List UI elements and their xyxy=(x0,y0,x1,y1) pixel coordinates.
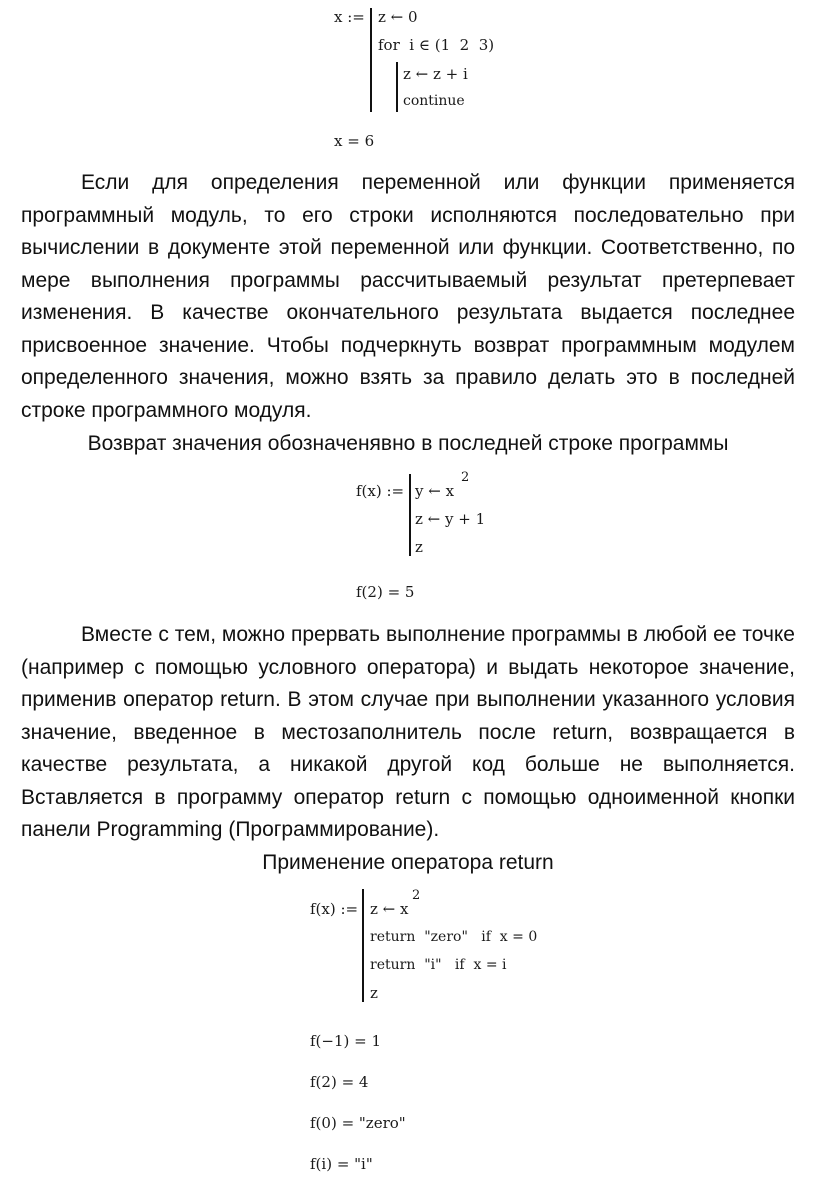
program-1-result: x = 6 xyxy=(334,132,375,150)
program-3-line-3: return "i" if x = i xyxy=(370,957,507,973)
program-3-label: f(x) := xyxy=(310,900,359,918)
program-1-label: x := xyxy=(334,8,365,26)
program-3-line-1: z ← x xyxy=(370,900,409,918)
caption-1: Возврат значения обозначенявно в последней строке программы xyxy=(87,432,729,455)
program-2-line-2: z ← y + 1 xyxy=(415,510,486,528)
program-1-line-2: for i ∈ (1 2 3) xyxy=(378,36,495,54)
program-2-result: f(2) = 5 xyxy=(356,583,415,601)
program-1-bar xyxy=(370,8,372,112)
program-3-line-4: z xyxy=(370,984,378,1002)
program-2-line-1-exponent: 2 xyxy=(461,470,470,485)
program-3-result-2: f(2) = 4 xyxy=(310,1073,369,1091)
caption-2: Применение оператора return xyxy=(262,851,554,874)
program-1-inner-line-1: z ← z + i xyxy=(403,65,468,83)
program-3-result-4: f(i) = "i" xyxy=(310,1155,373,1173)
program-1-line-1: z ← 0 xyxy=(378,8,418,26)
program-2-bar xyxy=(409,474,411,556)
paragraph-1: Если для определения переменной или функции применяется программный модуль, то его строки исполняются последовательно при вычислении в документе этой переменной или функции. Соответственно, по мере выполнения программы рассчитываемый результат претерпевает изменения. В качестве окончательного результата выдается последнее присвоенное значение. Чтобы подчеркнуть возврат программным модулем определенного значения, можно взять за правило делать это в последней строке программного модуля. xyxy=(21,171,795,422)
paragraph-2: Вместе с тем, можно прервать выполнение программы в любой ее точке (например с помощью условного оператора) и выдать некоторое значение, применив оператор return. В этом случае при выполнении указанного условия значение, введенное в местозаполнитель после return, возвращается в качестве результата, а никакой другой код больше не выполняется. Вставляется в программу оператор return с помощью одноименной кнопки панели Programming (Программирование). xyxy=(21,623,795,841)
program-3-line-2: return "zero" if x = 0 xyxy=(370,929,538,945)
program-3-line-1-exponent: 2 xyxy=(412,888,421,903)
program-3-result-1: f(−1) = 1 xyxy=(310,1032,382,1050)
program-1-inner-bar xyxy=(396,62,398,112)
program-3-bar xyxy=(362,889,364,1002)
program-2-label: f(x) := xyxy=(356,482,405,500)
program-3-result-3: f(0) = "zero" xyxy=(310,1114,406,1132)
program-2-line-1: y ← x xyxy=(415,482,455,500)
program-2-line-3: z xyxy=(415,538,423,556)
program-1-inner-line-2: continue xyxy=(403,93,465,109)
